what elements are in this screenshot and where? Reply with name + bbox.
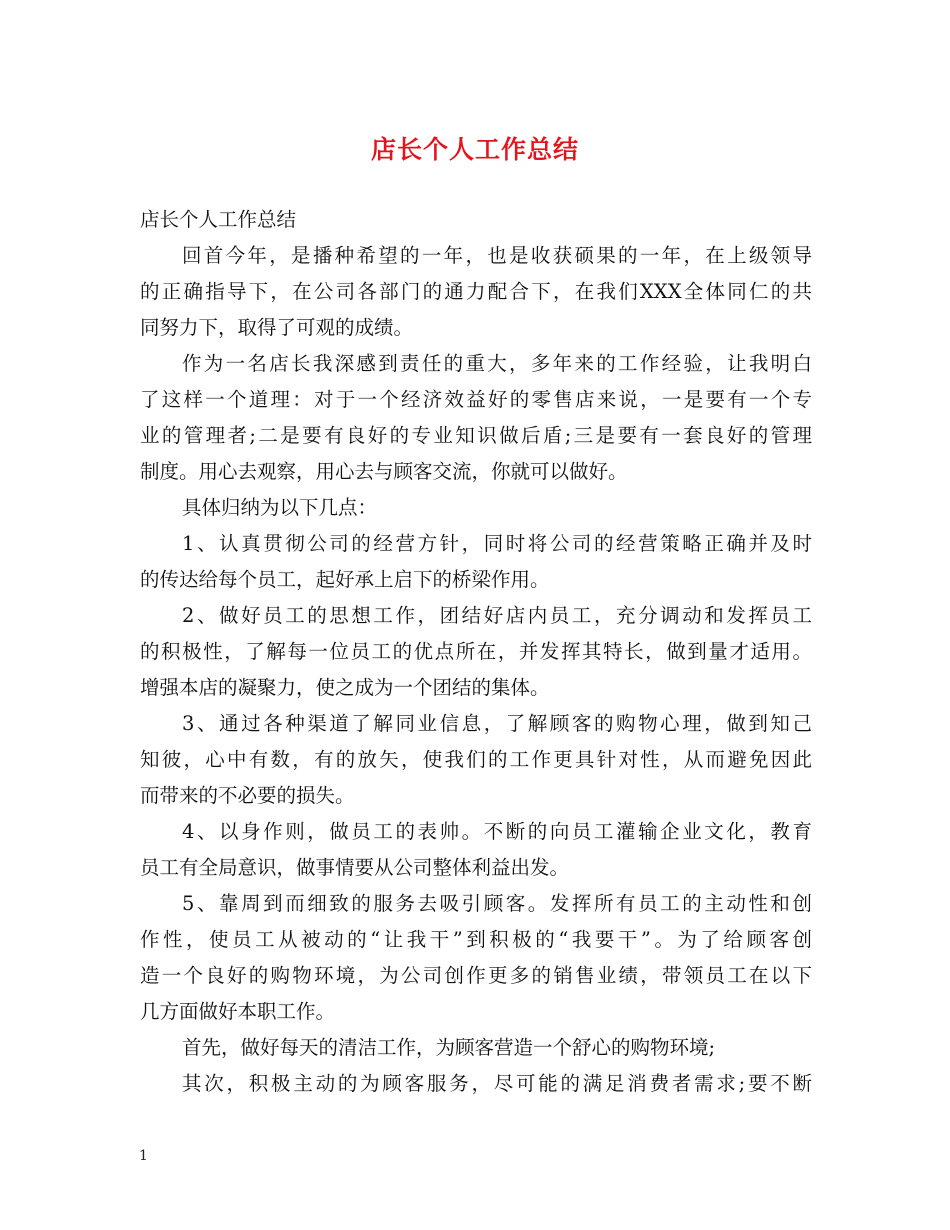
page-number: 1 bbox=[139, 1148, 148, 1164]
list-item-line: 员工有全局意识，做事情要从公司整体利益出发。 bbox=[140, 856, 570, 879]
paragraph-line: 首先，做好每天的清洁工作，为顾客营造一个舒心的购物环境; bbox=[182, 1036, 716, 1059]
list-item-line: 造一个良好的购物环境，为公司创作更多的销售业绩，带领员工在以下 bbox=[140, 964, 812, 987]
document-title: 店长个人工作总结 bbox=[370, 135, 579, 164]
list-item-line: 3、通过各种渠道了解同业信息，了解顾客的购物心理，做到知己 bbox=[182, 712, 812, 735]
list-item-line: 的传达给每个员工，起好承上启下的桥梁作用。 bbox=[140, 568, 550, 591]
paragraph-line: 了这样一个道理：对于一个经济效益好的零售店来说，一是要有一个专 bbox=[140, 388, 812, 411]
list-item-line: 2、做好员工的思想工作，团结好店内员工，充分调动和发挥员工 bbox=[182, 604, 812, 627]
list-item-line: 5、靠周到而细致的服务去吸引顾客。发挥所有员工的主动性和创 bbox=[182, 892, 812, 915]
paragraph-line: 同努力下，取得了可观的成绩。 bbox=[140, 316, 414, 339]
paragraph-line: 的正确指导下，在公司各部门的通力配合下，在我们XXX全体同仁的共 bbox=[140, 280, 812, 303]
paragraph-line: 具体归纳为以下几点： bbox=[182, 496, 378, 519]
list-item-line: 4、以身作则，做员工的表帅。不断的向员工灌输企业文化，教育 bbox=[182, 820, 812, 843]
paragraph-line: 作为一名店长我深感到责任的重大，多年来的工作经验，让我明白 bbox=[182, 352, 812, 375]
list-item-line: 增强本店的凝聚力，使之成为一个团结的集体。 bbox=[140, 676, 550, 699]
paragraph-line: 回首今年，是播种希望的一年，也是收获硕果的一年，在上级领导 bbox=[182, 244, 812, 267]
document-body bbox=[140, 202, 812, 1102]
paragraph-line: 业的管理者;二是要有良好的专业知识做后盾;三是要有一套良好的管理 bbox=[140, 424, 812, 447]
document-subtitle: 店长个人工作总结 bbox=[140, 208, 297, 231]
list-item-line: 1、认真贯彻公司的经营方针，同时将公司的经营策略正确并及时 bbox=[182, 532, 812, 555]
list-item-line: 作性，使员工从被动的“让我干”到积极的“我要干”。为了给顾客创 bbox=[140, 928, 812, 951]
list-item-line: 几方面做好本职工作。 bbox=[140, 1000, 336, 1023]
list-item-line: 的积极性，了解每一位员工的优点所在，并发挥其特长，做到量才适用。 bbox=[140, 640, 812, 663]
list-item-line: 知彼，心中有数，有的放矢，使我们的工作更具针对性，从而避免因此 bbox=[140, 748, 812, 771]
paragraph-line: 其次，积极主动的为顾客服务，尽可能的满足消费者需求;要不断 bbox=[182, 1072, 812, 1095]
paragraph-line: 制度。用心去观察，用心去与顾客交流，你就可以做好。 bbox=[140, 460, 628, 483]
list-item-line: 而带来的不必要的损失。 bbox=[140, 784, 355, 807]
